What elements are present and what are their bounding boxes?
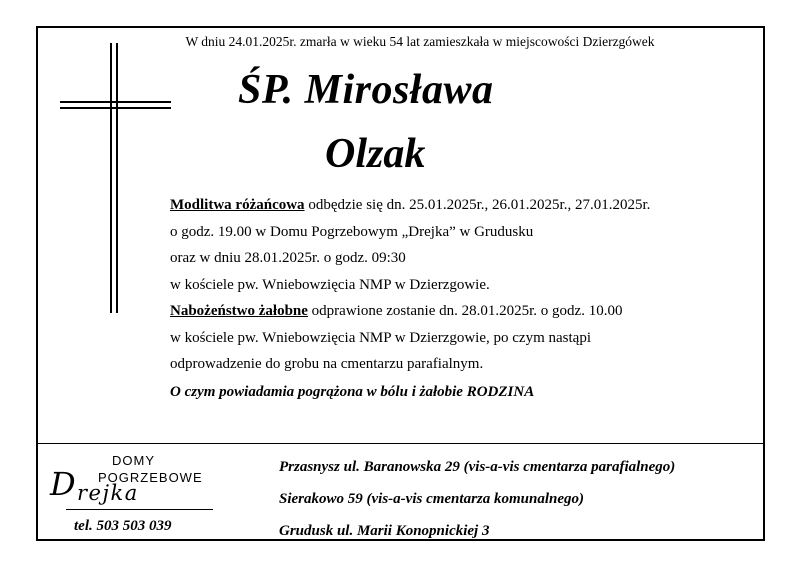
cross-vertical-bar-right (116, 43, 118, 313)
logo-initial: D (50, 465, 76, 503)
funeral-line-1 (170, 298, 740, 325)
funeral-heading: Nabożeństwo żałobne (170, 303, 308, 319)
funeral-date: odprawione zostanie dn. 28.01.2025r. o godz. 10.00 (307, 303, 623, 319)
address-sierakowo: Sierakowo 59 (vis-a-vis cmentarza komunalnego) (279, 491, 585, 507)
cross-horizontal-bar-top (60, 101, 171, 103)
rosary-line-2: o godz. 19.00 w Domu Pogrzebowym „Drejka” w Grudusku (170, 223, 534, 240)
address-przasnysz: Przasnysz ul. Baranowska 29 (vis-a-vis cmentarza parafialnego) (279, 459, 676, 475)
funeral-home-addresses (279, 451, 675, 547)
funeral-home-logo (46, 450, 226, 516)
phone-number: tel. 503 503 039 (74, 518, 172, 534)
rosary-line-4: w kościele pw. Wniebowzięcia NMP w Dzierzgowie. (170, 276, 490, 293)
deceased-name-first: ŚP. Mirosława (238, 67, 494, 113)
cross-vertical-bar-left (110, 43, 112, 313)
logo-brand-name: rejka (77, 481, 139, 505)
footer-divider (36, 443, 765, 444)
rosary-heading: Modlitwa różańcowa (170, 197, 305, 213)
death-notice-intro: W dniu 24.01.2025r. zmarła w wieku 54 lat zamieszkała w miejscowości Dzierzgówek (185, 34, 655, 49)
rosary-line-3: oraz w dniu 28.01.2025r. o godz. 09:30 (170, 250, 406, 266)
funeral-line-3: odprowadzenie do grobu na cmentarzu parafialnym. (170, 356, 484, 372)
logo-text-domy: DOMY (112, 453, 155, 468)
logo-text-pogrzebowe: POGRZEBOWE (98, 470, 203, 485)
funeral-line-2: w kościele pw. Wniebowzięcia NMP w Dzierzgowie, po czym nastąpi (170, 329, 591, 346)
rosary-dates: odbędzie się dn. 25.01.2025r., 26.01.2025r., 27.01.2025r. (304, 197, 651, 213)
ceremony-details (170, 192, 740, 378)
logo-underline (66, 509, 213, 510)
rosary-line-1 (170, 192, 740, 219)
family-signoff: O czym powiadamia pogrążona w bólu i żałobie RODZINA (170, 384, 535, 400)
cross-horizontal-bar-bottom (60, 107, 171, 109)
deceased-name-last: Olzak (325, 131, 426, 177)
address-grudusk: Grudusk ul. Marii Konopnickiej 3 (279, 523, 490, 539)
